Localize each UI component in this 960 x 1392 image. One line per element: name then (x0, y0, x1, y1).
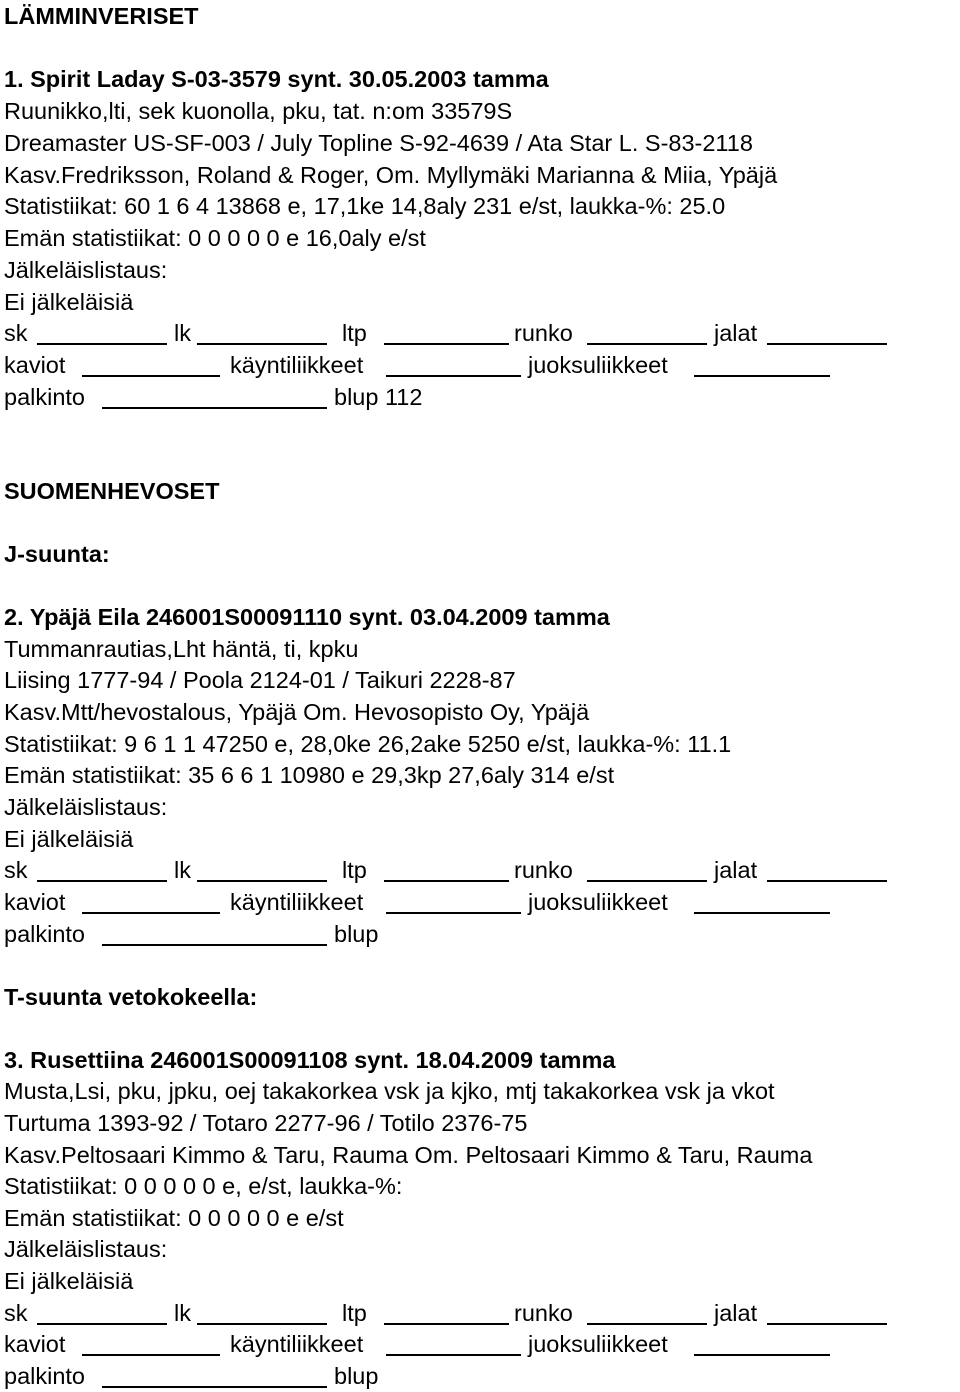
label-lk: lk (174, 1300, 191, 1326)
blank-kayntiliikkeet (386, 375, 521, 377)
label-palkinto: palkinto (4, 384, 85, 410)
entry2-color: Tummanrautias,Lht häntä, ti, kpku (4, 636, 359, 662)
entry3-form-row-1 (4, 1299, 954, 1327)
entry1-dam-stats: Emän statistiikat: 0 0 0 0 0 e 16,0aly e/st (4, 225, 426, 251)
subsection-t-suunta: T-suunta vetokokeella: (4, 984, 258, 1010)
blank-runko (587, 343, 707, 345)
blank-sk (37, 880, 167, 882)
blank-runko (587, 880, 707, 882)
entry2-pedigree: Liising 1777-94 / Poola 2124-01 / Taikuri 2228-87 (4, 667, 516, 693)
blank-juoksuliikkeet (694, 912, 830, 914)
label-palkinto: palkinto (4, 921, 85, 947)
label-sk: sk (4, 1300, 28, 1326)
entry2-form-row-1 (4, 856, 954, 884)
label-ltp: ltp (342, 320, 367, 346)
label-juoksuliikkeet: juoksuliikkeet (528, 889, 668, 915)
label-kayntiliikkeet: käyntiliikkeet (230, 889, 364, 915)
entry2-stats: Statistiikat: 9 6 1 1 47250 e, 28,0ke 26,2ake 5250 e/st, laukka-%: 11.1 (4, 731, 732, 757)
entry2-offspring: Ei jälkeläisiä (4, 826, 134, 852)
entry3-form-row-2 (4, 1330, 954, 1358)
label-jalat: jalat (714, 320, 758, 346)
section-title-suomenhevoset: SUOMENHEVOSET (4, 478, 220, 504)
label-ltp: ltp (342, 857, 367, 883)
entry2-offspring-label: Jälkeläislistaus: (4, 794, 168, 820)
subsection-j-suunta: J-suunta: (4, 541, 110, 567)
label-jalat: jalat (714, 857, 758, 883)
blank-jalat (767, 343, 887, 345)
entry3-heading: 3. Rusettiina 246001S00091108 synt. 18.04.2009 tamma (4, 1047, 616, 1073)
entry3-dam-stats: Emän statistiikat: 0 0 0 0 0 e e/st (4, 1205, 344, 1231)
entry1-form-row-2 (4, 351, 954, 379)
label-kaviot: kaviot (4, 1331, 66, 1357)
blank-lk (197, 1323, 327, 1325)
blank-juoksuliikkeet (694, 375, 830, 377)
label-blup: blup 112 (334, 384, 423, 410)
label-blup: blup (334, 1363, 379, 1389)
blank-palkinto (102, 1386, 327, 1388)
blank-juoksuliikkeet (694, 1354, 830, 1356)
blank-palkinto (102, 407, 327, 409)
entry3-offspring: Ei jälkeläisiä (4, 1268, 134, 1294)
label-runko: runko (514, 320, 573, 346)
blank-ltp (384, 1323, 509, 1325)
blank-runko (587, 1323, 707, 1325)
blank-sk (37, 343, 167, 345)
blank-jalat (767, 1323, 887, 1325)
entry2-breeder-owner: Kasv.Mtt/hevostalous, Ypäjä Om. Hevosopisto Oy, Ypäjä (4, 699, 590, 725)
blank-jalat (767, 880, 887, 882)
entry1-heading: 1. Spirit Laday S-03-3579 synt. 30.05.2003 tamma (4, 66, 549, 92)
entry2-form-row-3 (4, 920, 954, 948)
label-juoksuliikkeet: juoksuliikkeet (528, 352, 668, 378)
label-juoksuliikkeet: juoksuliikkeet (528, 1331, 668, 1357)
entry3-form-row-3 (4, 1362, 954, 1390)
label-palkinto: palkinto (4, 1363, 85, 1389)
entry1-pedigree: Dreamaster US-SF-003 / July Topline S-92-4639 / Ata Star L. S-83-2118 (4, 130, 753, 156)
entry1-offspring-label: Jälkeläislistaus: (4, 257, 168, 283)
entry3-offspring-label: Jälkeläislistaus: (4, 1236, 168, 1262)
blank-ltp (384, 880, 509, 882)
blank-ltp (384, 343, 509, 345)
entry3-stats: Statistiikat: 0 0 0 0 0 e, e/st, laukka-%: (4, 1173, 403, 1199)
entry2-heading: 2. Ypäjä Eila 246001S00091110 synt. 03.04.2009 tamma (4, 604, 610, 630)
blank-kayntiliikkeet (386, 1354, 521, 1356)
label-jalat: jalat (714, 1300, 758, 1326)
entry1-stats: Statistiikat: 60 1 6 4 13868 e, 17,1ke 14,8aly 231 e/st, laukka-%: 25.0 (4, 193, 726, 219)
label-sk: sk (4, 857, 28, 883)
entry2-dam-stats: Emän statistiikat: 35 6 6 1 10980 e 29,3kp 27,6aly 314 e/st (4, 762, 615, 788)
entry1-form-row-1 (4, 319, 954, 347)
blank-lk (197, 343, 327, 345)
blank-kaviot (82, 1354, 220, 1356)
label-runko: runko (514, 857, 573, 883)
label-kaviot: kaviot (4, 889, 66, 915)
entry1-breeder-owner: Kasv.Fredriksson, Roland & Roger, Om. Myllymäki Marianna & Miia, Ypäjä (4, 162, 778, 188)
blank-kayntiliikkeet (386, 912, 521, 914)
label-ltp: ltp (342, 1300, 367, 1326)
label-kayntiliikkeet: käyntiliikkeet (230, 1331, 364, 1357)
section-title-lamminveriset: LÄMMINVERISET (4, 3, 199, 29)
label-kayntiliikkeet: käyntiliikkeet (230, 352, 364, 378)
label-blup: blup (334, 921, 379, 947)
label-lk: lk (174, 320, 191, 346)
entry1-offspring: Ei jälkeläisiä (4, 289, 134, 315)
entry3-color: Musta,Lsi, pku, jpku, oej takakorkea vsk ja kjko, mtj takakorkea vsk ja vkot (4, 1078, 775, 1104)
entry2-form-row-2 (4, 888, 954, 916)
entry3-breeder-owner: Kasv.Peltosaari Kimmo & Taru, Rauma Om. Peltosaari Kimmo & Taru, Rauma (4, 1142, 813, 1168)
entry3-pedigree: Turtuma 1393-92 / Totaro 2277-96 / Totilo 2376-75 (4, 1110, 528, 1136)
blank-kaviot (82, 912, 220, 914)
blank-palkinto (102, 944, 327, 946)
entry1-form-row-3 (4, 383, 954, 411)
blank-kaviot (82, 375, 220, 377)
blank-sk (37, 1323, 167, 1325)
label-lk: lk (174, 857, 191, 883)
blank-lk (197, 880, 327, 882)
label-kaviot: kaviot (4, 352, 66, 378)
label-sk: sk (4, 320, 28, 346)
label-runko: runko (514, 1300, 573, 1326)
entry1-color: Ruunikko,lti, sek kuonolla, pku, tat. n:om 33579S (4, 98, 513, 124)
